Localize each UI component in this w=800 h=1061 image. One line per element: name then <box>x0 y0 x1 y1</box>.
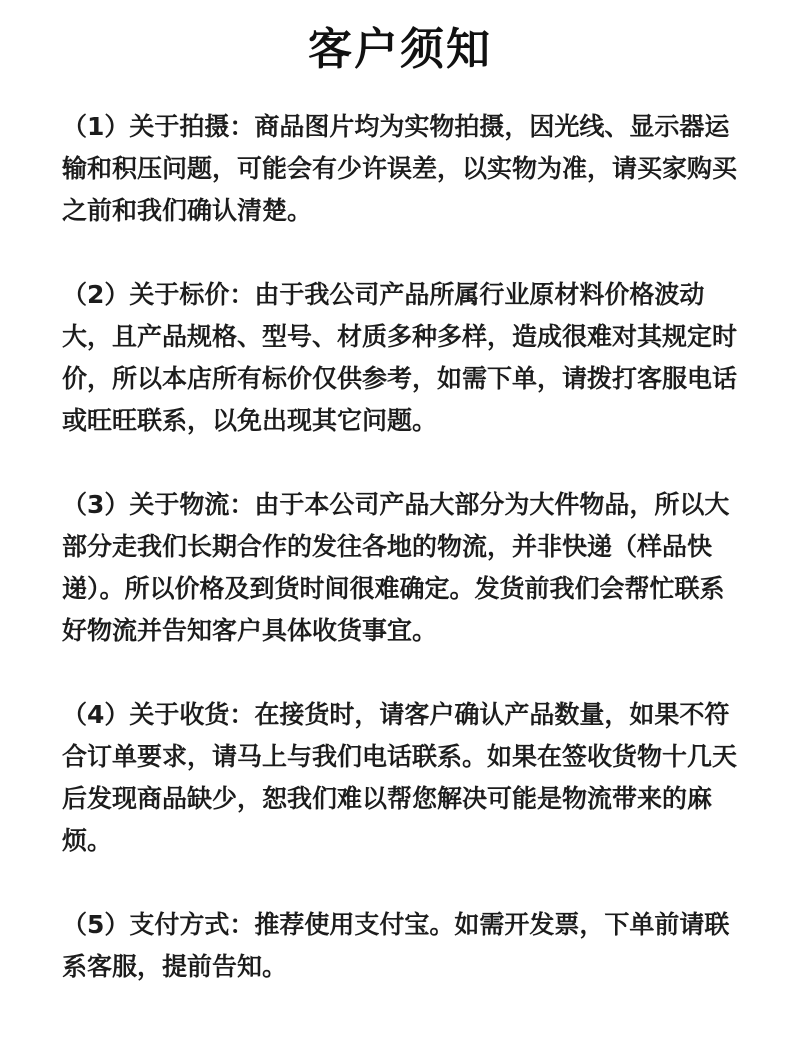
notice-logistics: （3）关于物流：由于本公司产品大部分为大件物品，所以大部分走我们长期合作的发往各地的物流，并非快递（样品快递）。所以价格及到货时间很难确定。发货前我们会帮忙联系好物流并告知客户具体收货事宜。 <box>62 490 730 645</box>
notice-payment: （5）支付方式：推荐使用支付宝。如需开发票，下单前请联系客服，提前告知。 <box>62 910 730 981</box>
notice-photography: （1）关于拍摄：商品图片均为实物拍摄，因光线、显示器运输和积压问题，可能会有少许误差，以实物为准，请买家购买之前和我们确认清楚。 <box>62 112 738 225</box>
notice-receiving: （4）关于收货：在接货时，请客户确认产品数量，如果不符合订单要求，请马上与我们电话联系。如果在签收货物十几天后发现商品缺少，恕我们难以帮您解决可能是物流带来的麻烦。 <box>62 700 738 855</box>
notice-pricing: （2）关于标价：由于我公司产品所属行业原材料价格波动大，且产品规格、型号、材质多种多样，造成很难对其规定时价，所以本店所有标价仅供参考，如需下单，请拨打客服电话或旺旺联系，以免出现其它问题。 <box>62 280 738 435</box>
page-title: 客户须知 <box>308 24 492 75</box>
